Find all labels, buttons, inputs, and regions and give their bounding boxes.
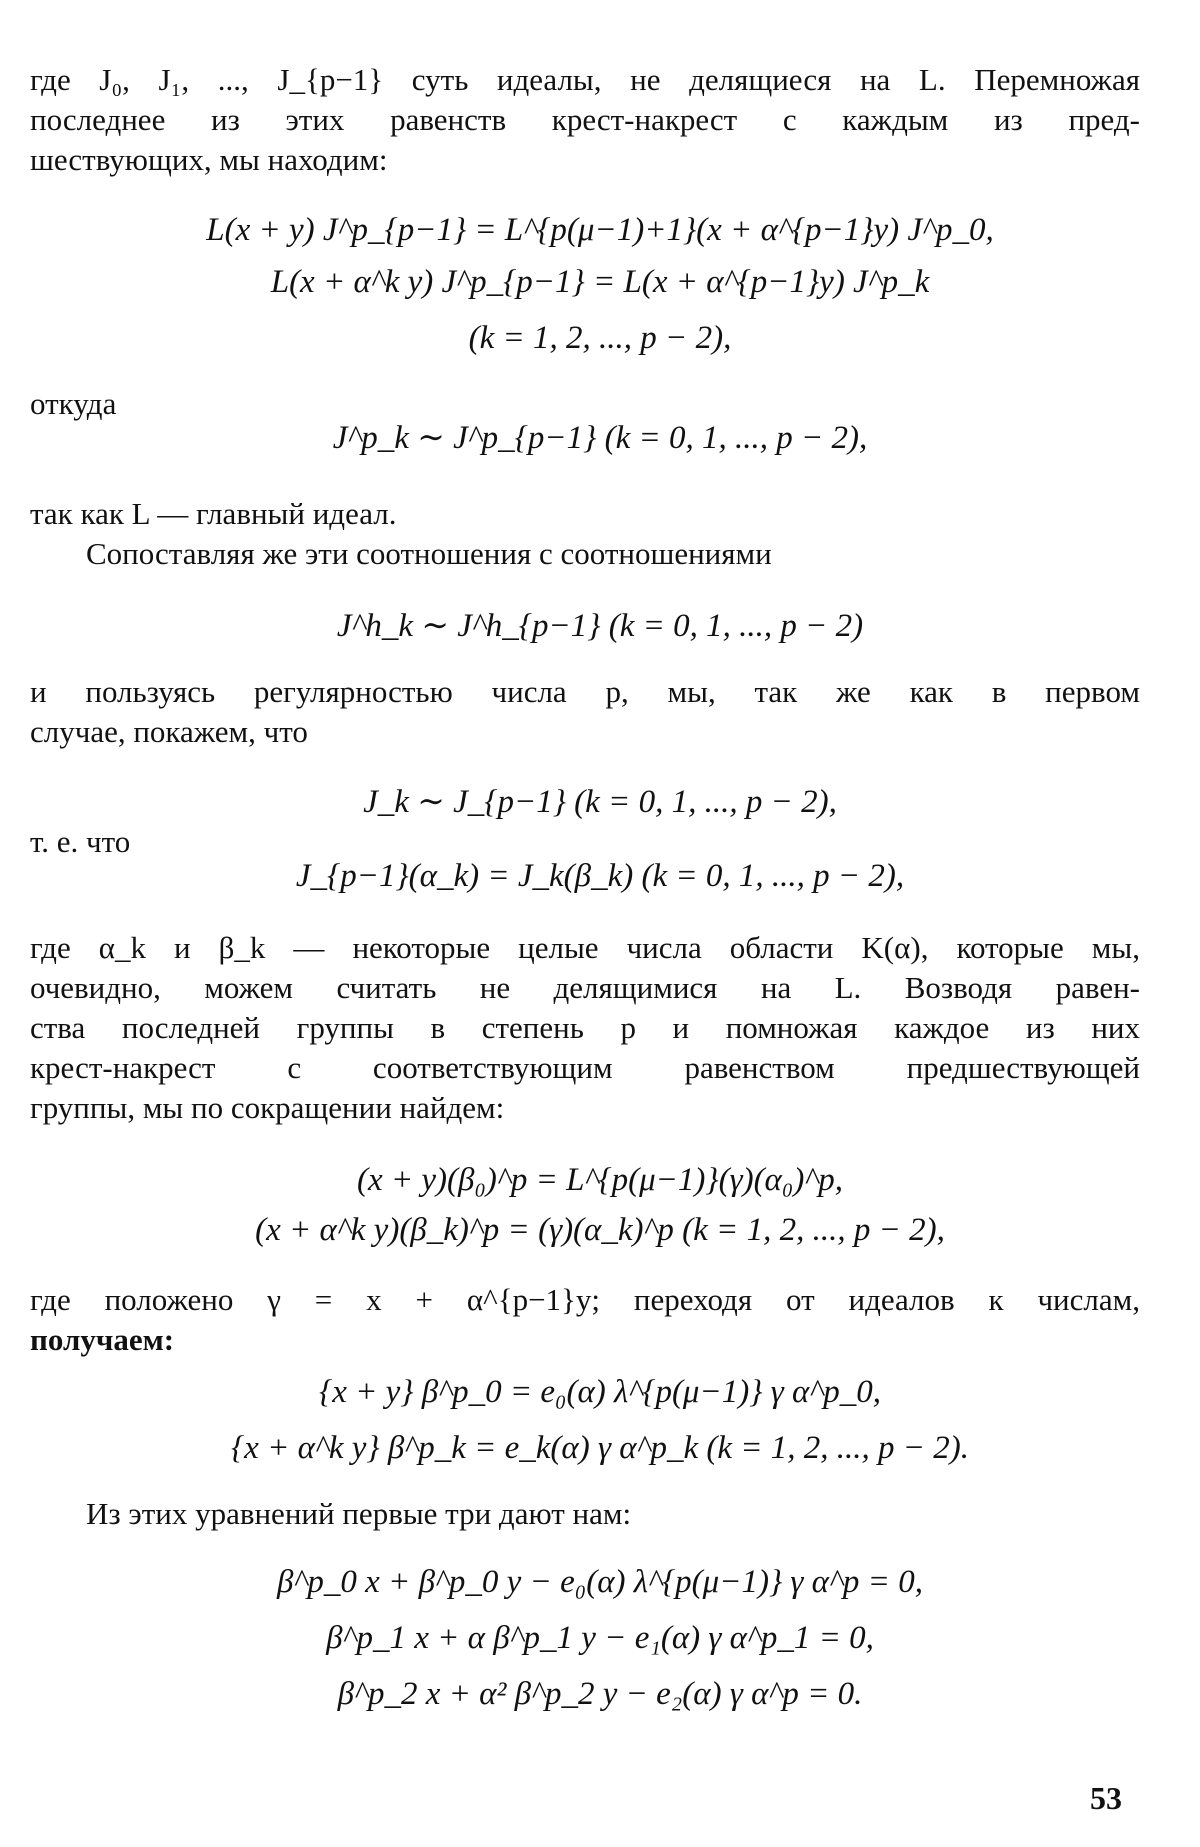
text-word: т. е. что [30,824,131,859]
text-line: где J₀, J₁, ..., J_{p−1} суть идеалы, не делящиеся на L. Перемножая [30,62,1140,97]
text-line: так как L — главный идеал. [30,496,397,531]
equation: (x + α^k y)(β_k)^p = (γ)(α_k)^p (k = 1, 2, ..., p − 2), [255,1212,945,1248]
text-word: откуда [30,386,117,421]
equation-condition: (k = 1, 2, ..., p − 2), [468,320,732,356]
text-line: ства последней группы в степень p и помножая каждое из них [30,1010,1140,1045]
equation: β^p_2 x + α² β^p_2 y − e₂(α) γ α^p = 0. [337,1676,863,1712]
text-line: группы, мы по сокращении найдем: [30,1090,505,1125]
equation: J_{p−1}(α_k) = J_k(β_k) (k = 0, 1, ..., p − 2), [295,858,905,894]
equation: L(x + α^k y) J^p_{p−1} = L(x + α^{p−1}y) J^p_k [270,264,930,300]
text-line: последнее из этих равенств крест-накрест с каждым из пред- [30,102,1140,137]
equation: J^h_k ∼ J^h_{p−1} (k = 0, 1, ..., p − 2) [336,608,864,644]
equation: β^p_0 x + β^p_0 y − e₀(α) λ^{p(μ−1)} γ α^p = 0, [277,1564,923,1600]
text-line: Сопоставляя же эти соотношения с соотношениями [86,536,772,571]
text-line: где положено γ = x + α^{p−1}y; переходя от идеалов к числам, [30,1282,1140,1317]
text-line: где α_k и β_k — некоторые целые числа области K(α), которые мы, [30,930,1140,965]
text-line: получаем: [30,1322,175,1357]
equation: (x + y)(β₀)^p = L^{p(μ−1)}(γ)(α₀)^p, [356,1162,844,1198]
equation: L(x + y) J^p_{p−1} = L^{p(μ−1)+1}(x + α^{p−1}y) J^p_0, [206,212,994,248]
equation: J^p_k ∼ J^p_{p−1} (k = 0, 1, ..., p − 2), [332,420,868,456]
text-line: очевидно, можем считать не делящимися на L. Возводя равен- [30,970,1140,1005]
text-line: и пользуясь регулярностью числа p, мы, так же как в первом [30,674,1140,709]
text-line: Из этих уравнений первые три дают нам: [86,1496,632,1531]
text-line: случае, покажем, что [30,714,308,749]
page-number: 53 [1090,1780,1122,1816]
text-line: шествующих, мы находим: [30,142,388,177]
text-line: крест-накрест с соответствующим равенством предшествующей [30,1050,1140,1085]
equation: {x + y} β^p_0 = e₀(α) λ^{p(μ−1)} γ α^p_0, [319,1374,881,1410]
equation: {x + α^k y} β^p_k = e_k(α) γ α^p_k (k = 1, 2, ..., p − 2). [230,1430,970,1466]
equation: β^p_1 x + α β^p_1 y − e₁(α) γ α^p_1 = 0, [326,1620,874,1656]
equation: J_k ∼ J_{p−1} (k = 0, 1, ..., p − 2), [363,784,837,820]
